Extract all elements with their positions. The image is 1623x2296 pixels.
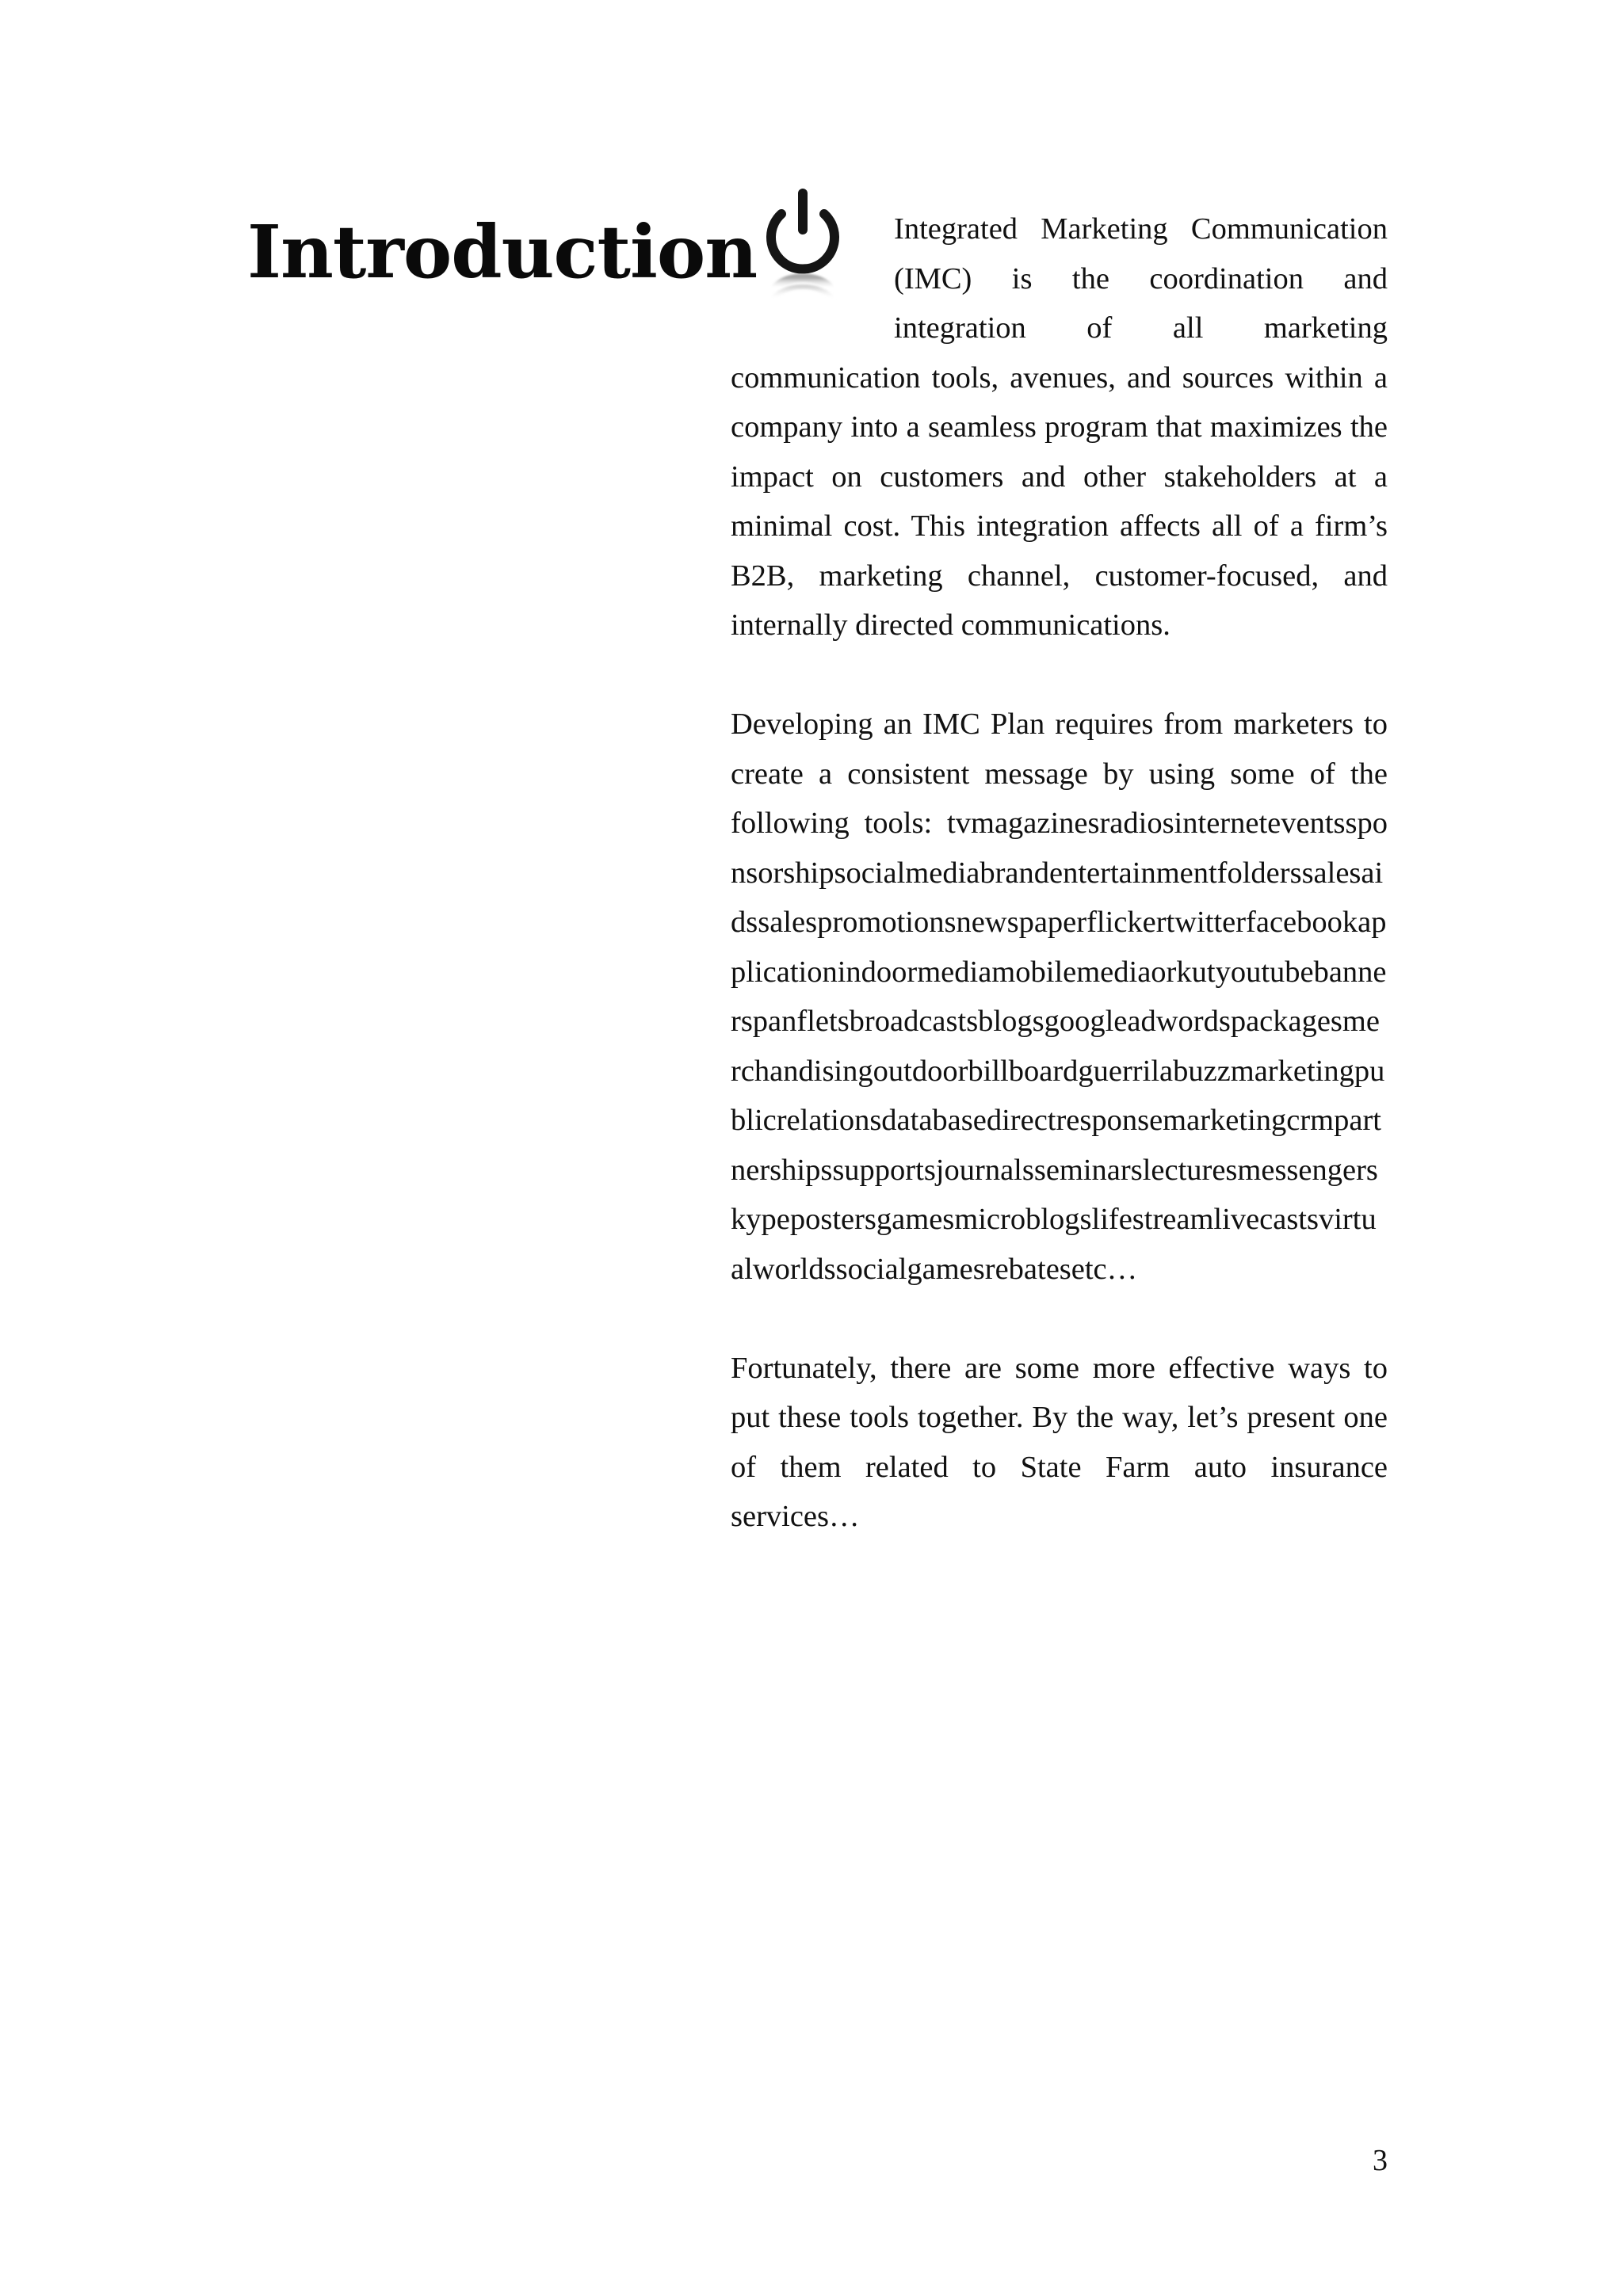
paragraph-conclusion: Fortunately, there are some more effective ways to put these tools together. By the way, let’s present one of them related to State Farm auto insurance services… [731, 1351, 1388, 1533]
paragraph-imc-tools-lead: Developing an IMC Plan requires from marketers to create a consistent message by using some of the following tools: [731, 707, 1388, 840]
tools-run-on-list: tvmagazinesradiosinterneteventssponsorshipsocialmediabrandentertainmentfolderssalesaidssalespromotionsnewspaperflickertwitterfacebookapplicationindoormediamobilemediaorkutyoutubebannerspanfletsbroadcastsblogsgoogleadwordspackagesmerchandisingoutdoorbillboardguerrilabuzzmarketingpublicrelationsdatabasedirectresponsemarketingcrmpartnershipssupportsjournalsseminarslecturesmessengerskypepostersgamesmicroblogslifestreamlivecastsvirtualworldssocialgamesrebatesetc… [731, 807, 1388, 1286]
page-heading: Introduction [247, 209, 758, 295]
page-number: 3 [1373, 2144, 1388, 2177]
paragraph-imc-tools [731, 700, 1388, 1294]
icon-wrap-spacer [731, 204, 894, 353]
paragraph-imc-definition: Integrated Marketing Communication (IMC) is the coordination and integration of all marketing communication tools, avenues, and sources within a company into a seamless program that maximizes the impact on customers and other stakeholders at a minimal cost. This integration affects all of a firm’s B2B, marketing channel, customer-focused, and internally directed communications. [731, 212, 1388, 642]
body-text-column [731, 204, 1388, 1542]
